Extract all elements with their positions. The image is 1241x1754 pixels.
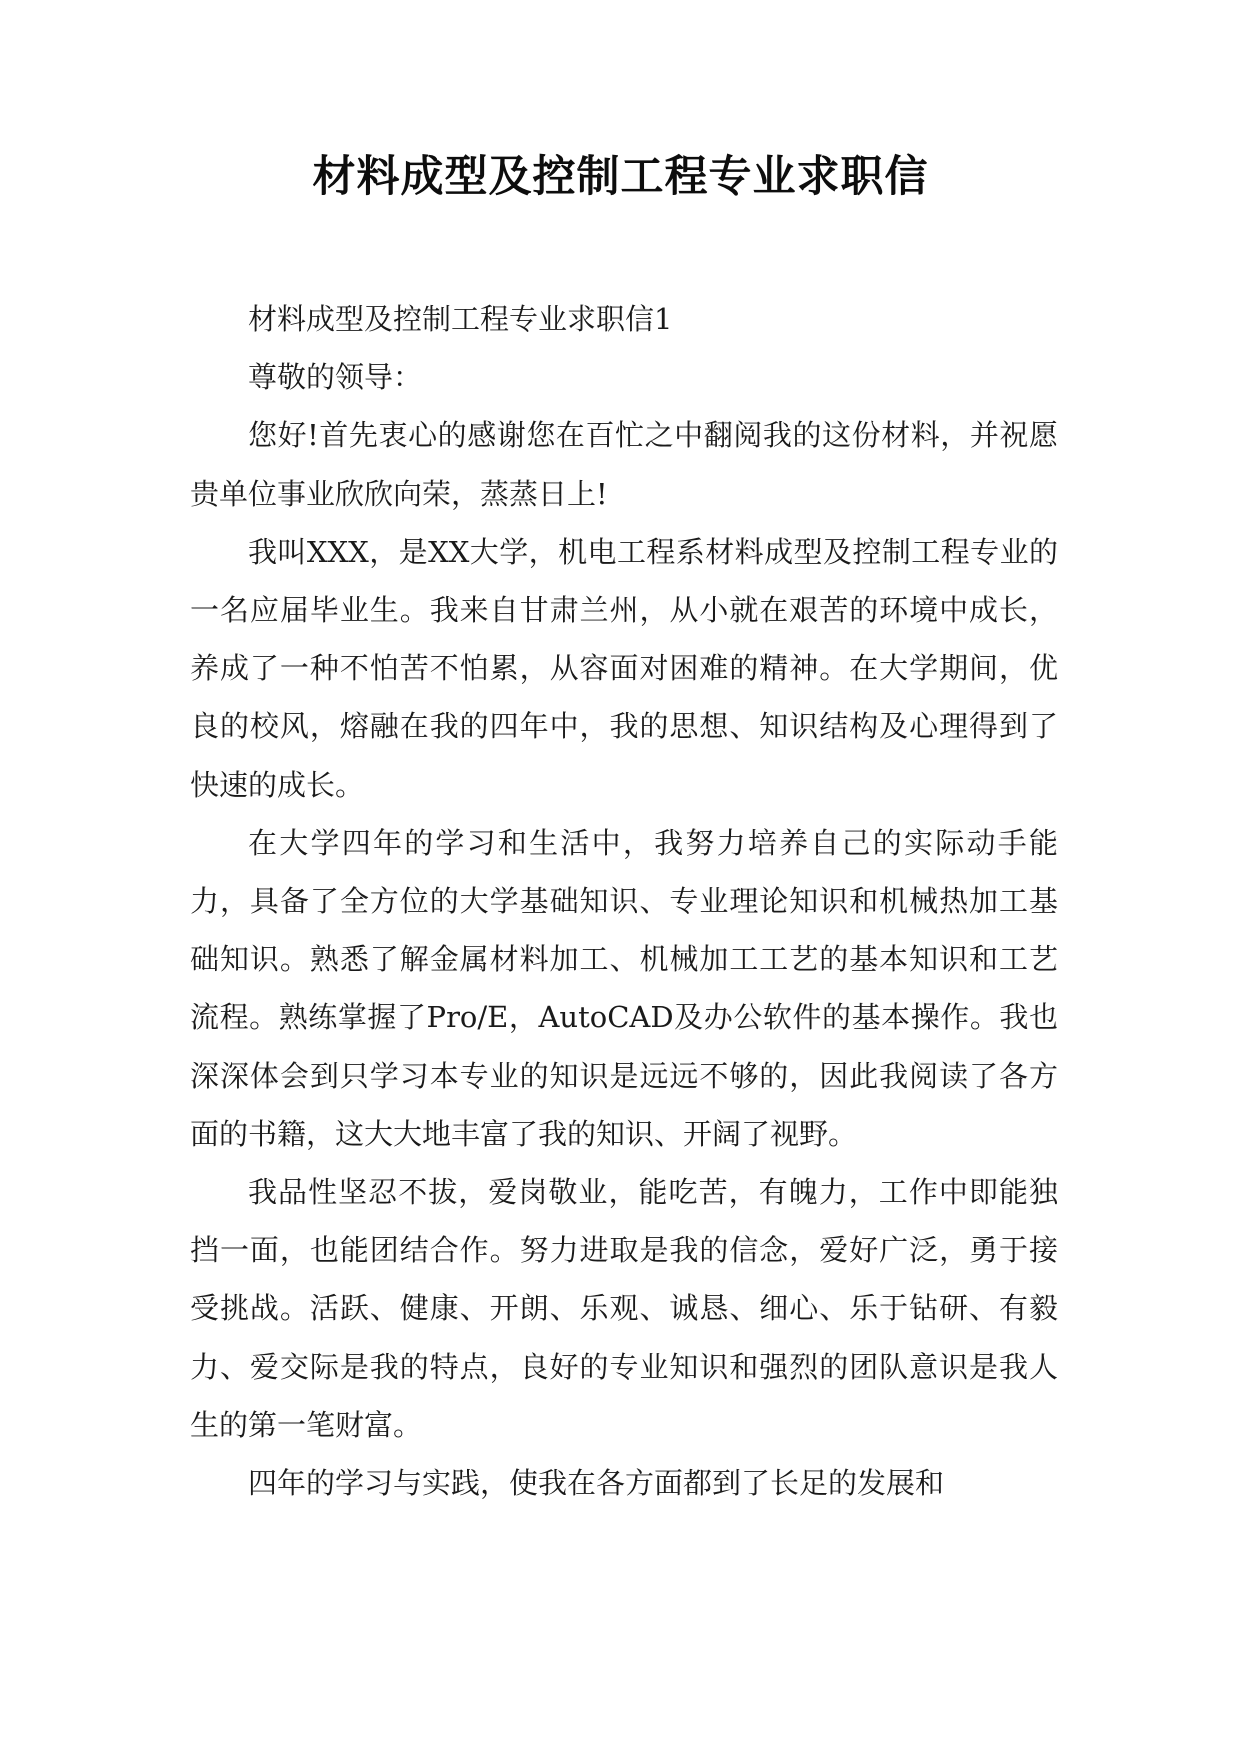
paragraph-practice: 四年的学习与实践，使我在各方面都到了长足的发展和: [248, 1466, 945, 1501]
paragraph-salutation: 尊敬的领导：: [248, 360, 423, 395]
paragraph-character: 我品性坚忍不拔，爱岗敬业，能吃苦，有魄力，工作中即能独挡一面，也能团结合作。努力进取是我的信念，爱好广泛，勇于接受挑战。活跃、健康、开朗、乐观、诚恳、细心、乐于钻研、有毅力、爱交际是我的特点，良好的专业知识和强烈的团队意识是我人生的第一笔财富。: [190, 1175, 1058, 1442]
paragraph-greeting: 您好!首先衷心的感谢您在百忙之中翻阅我的这份材料，并祝愿贵单位事业欣欣向荣，蒸蒸日上!: [190, 418, 1058, 511]
paragraph-skills: 在大学四年的学习和生活中，我努力培养自己的实际动手能力，具备了全方位的大学基础知识、专业理论知识和机械热加工基础知识。熟悉了解金属材料加工、机械加工工艺的基本知识和工艺流程。熟练掌握了Pro/E，AutoCAD及办公软件的基本操作。我也深深体会到只学习本专业的知识是远远不够的，因此我阅读了各方面的书籍，这大大地丰富了我的知识、开阔了视野。: [190, 825, 1058, 1151]
paragraph-introduction: 我叫XXX，是XX大学，机电工程系材料成型及控制工程专业的一名应届毕业生。我来自甘肃兰州，从小就在艰苦的环境中成长，养成了一种不怕苦不怕累，从容面对困难的精神。在大学期间，优良的校风，熔融在我的四年中，我的思想、知识结构及心理得到了快速的成长。: [190, 534, 1058, 802]
document-body: [190, 290, 1058, 1512]
paragraph-heading: 材料成型及控制工程专业求职信1: [248, 302, 673, 336]
document-title: 材料成型及控制工程专业求职信: [312, 152, 929, 202]
